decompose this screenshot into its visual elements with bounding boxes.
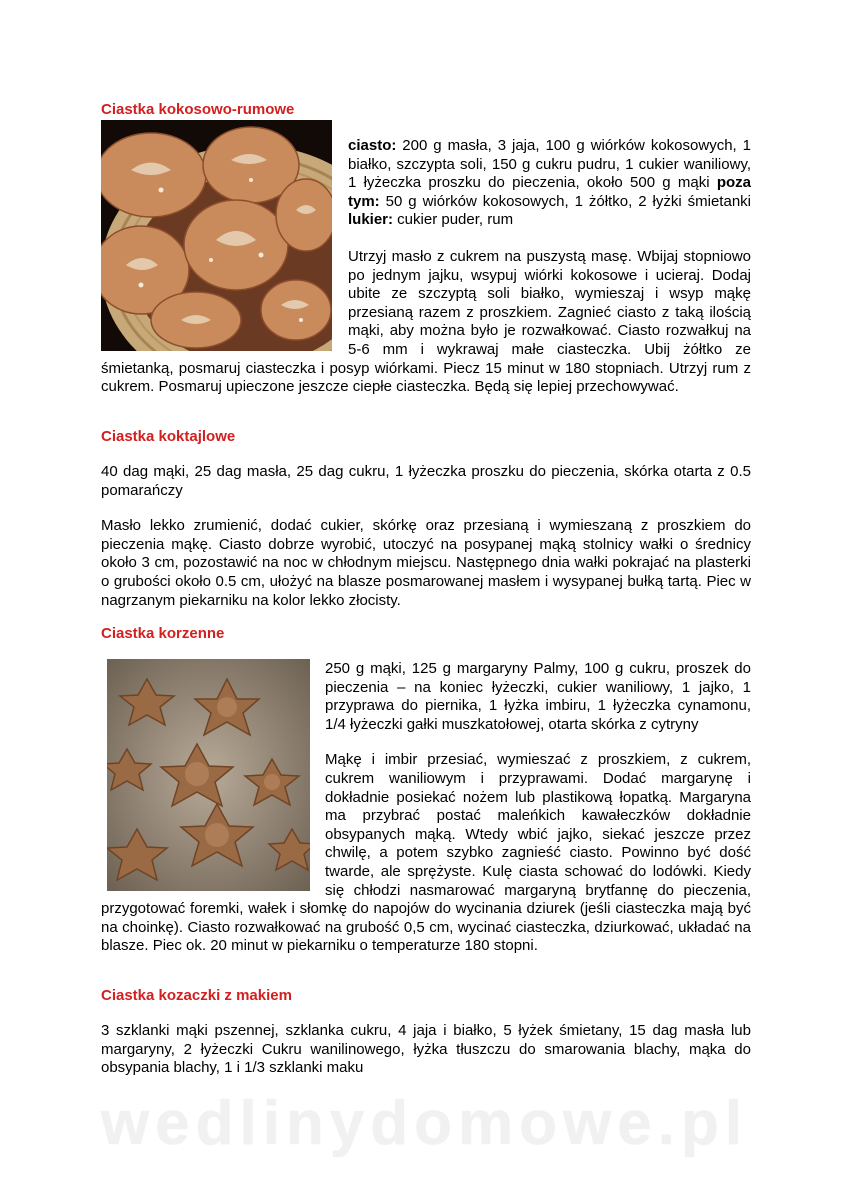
- ingredients-label-lukier: lukier:: [348, 211, 394, 229]
- site-watermark: wedlinydomowe.pl: [100, 1089, 749, 1158]
- recipe-title: Ciastka kokosowo-rumowe: [101, 101, 295, 118]
- spice-star-cookies-photo: [107, 659, 310, 891]
- recipe-method: Mąkę i imbir przesiać, wymieszać z proszkiem, z cukrem, cukrem waniliowym i przyprawami. Dodać margarynę i dokładnie posiekać nożem lub plastikową łopatką. Margaryna ma przybrać postać maleńkich kawałeczków dokładnie obsypanych mąką. Wtedy wbić jajko, siekać jeszcze przez chwilę, a potem szybko zagnieść ciasto. Powinno być dość twarde, ale sprężyste. Kulę ciasta schować do lodówki. Kiedy się chłodzi nasmarować margaryną brytfannę do pieczenia, przygotować foremki, wałek i słomkę do napojów do wycinania dziurek (jeśli ciasteczka mają być na choinkę). Ciasto rozwałkować na grubość 0,5 cm, wycinać ciasteczka, dziurkować, układać na blasze. Piec ok. 20 minut w piekarniku o temperaturze 180 stopni.: [101, 751, 751, 955]
- recipe-title: Ciastka kozaczki z makiem: [101, 987, 292, 1004]
- recipe-title: Ciastka korzenne: [101, 625, 225, 642]
- recipe-kozaczki-z-makiem: [101, 987, 751, 1078]
- ingredients-poza-tym: 50 g wiórków kokosowych, 1 żółtko, 2 łyżki śmietanki: [379, 192, 751, 210]
- recipe-method: Utrzyj masło z cukrem na puszystą masę. Wbijaj stopniowo po jednym jajku, wsypuj wiórki kokosowe i ucieraj. Dodaj ubite ze szczyptą soli białko, wymieszaj i wsyp mąkę przesianą razem z proszkiem. Zagnieć ciasto z taką ilością mąki, aby można było je rozwałkować. Ciasto rozwałkuj na 5-6 mm i wykrawaj małe ciasteczka. Ubij żółtko ze śmietanką, posmaruj ciasteczka i posyp wiórkami. Piecz 15 minut w 180 stopniach. Utrzyj rum z cukrem. Posmaruj upieczone jeszcze ciepłe ciasteczka. Będą się lepiej przechowywać.: [101, 247, 751, 396]
- coconut-cookies-photo: [101, 120, 332, 351]
- ingredients-label-poza-tym: poza tym:: [348, 174, 751, 210]
- recipe-title: Ciastka koktajlowe: [101, 428, 236, 445]
- recipe-kokosowo-rumowe: [101, 101, 751, 397]
- recipe-ingredients: 250 g mąki, 125 g margaryny Palmy, 100 g cukru, proszek do pieczenia – na koniec łyżeczki, cukier waniliowy, 1 jajko, 1 przyprawa do piernika, 1 łyżka imbiru, 1 łyżeczka cynamonu, 1/4 łyżeczki gałki muszkatołowej, otarta skórka z cytryny: [325, 660, 751, 733]
- ingredients-label-ciasto: ciasto:: [348, 137, 397, 154]
- recipe-korzenne: [101, 625, 751, 956]
- recipe-ingredients: 3 szklanki mąki pszennej, szklanka cukru, 4 jaja i białko, 5 łyżek śmietany, 15 dag masła lub margaryny, 2 łyżeczki Cukru wanilinowego, łyżka tłuszczu do smarowania blachy, mąka do obsypania blachy, 1 i 1/3 szklanki maku: [101, 1022, 751, 1077]
- recipe-ingredients: 40 dag mąki, 25 dag masła, 25 dag cukru, 1 łyżeczka proszku do pieczenia, skórka otarta z 0.5 pomarańczy: [101, 463, 751, 499]
- recipe-koktajlowe: [101, 428, 751, 610]
- ingredients-ciasto: 200 g masła, 3 jaja, 100 g wiórków kokosowych, 1 białko, szczypta soli, 150 g cukru pudru, 1 cukier waniliowy, 1 łyżeczka proszku do pieczenia, około 500 g mąki: [348, 137, 751, 192]
- recipe-method: Masło lekko zrumienić, dodać cukier, skórkę oraz przesianą i wymieszaną z proszkiem do pieczenia mąkę. Ciasto dobrze wyrobić, utoczyć na posypanej mąką stolnicy wałki o średnicy około 3 cm, pozostawić na noc w chłodnym miejscu. Następnego dnia wałki pokrajać na plasterki o grubości około 0.5 cm, ułożyć na blasze posmarowanej masłem i wysypanej bułką tartą. Piec w nagrzanym piekarniku na kolor lekko złocisty.: [101, 517, 751, 609]
- ingredients-lukier: cukier puder, rum: [393, 211, 514, 229]
